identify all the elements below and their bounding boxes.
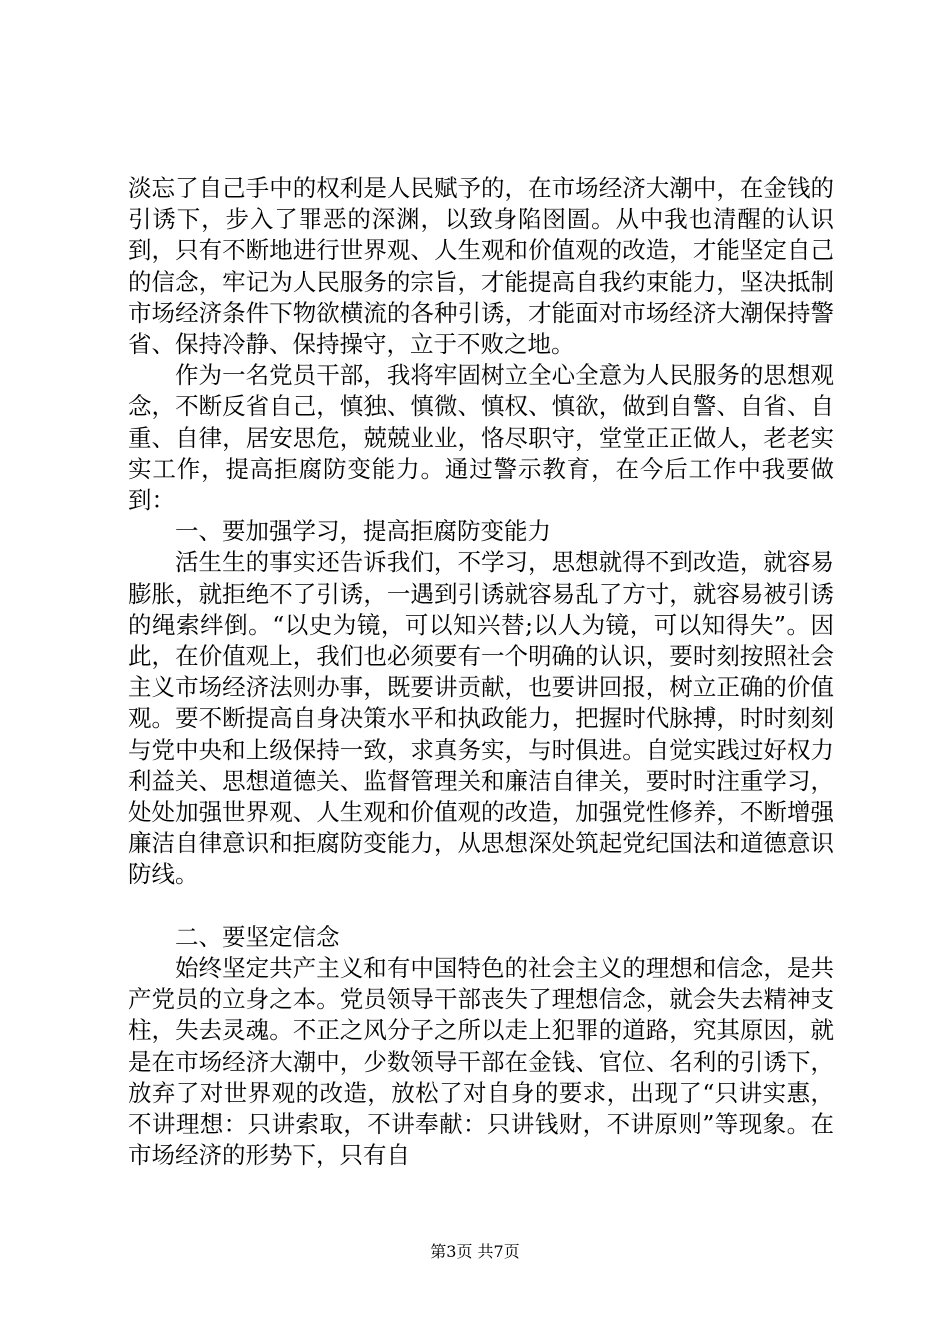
page-number-label: 第3页 共7页	[430, 1242, 520, 1261]
section-heading-2: 二、要坚定信念	[175, 922, 340, 951]
paragraph-gap	[128, 891, 834, 922]
paragraph-1: 淡忘了自己手中的权利是人民赋予的，在市场经济大潮中，在金钱的引诱下，步入了罪恶的深渊，以致身陷囹圄。从中我也清醒的认识到，只有不断地进行世界观、人生观和价值观的改造，才能坚定自己的信念，牢记为人民服务的宗旨，才能提高自我约束能力，坚决抵制市场经济条件下物欲横流的各种引诱，才能面对市场经济大潮保持警省、保持冷静、保持操守，立于不败之地。	[128, 174, 834, 359]
paragraph-2: 作为一名党员干部，我将牢固树立全心全意为人民服务的思想观念，不断反省自己，慎独、慎微、慎权、慎欲，做到自警、自省、自重、自律，居安思危，兢兢业业，恪尽职守，堂堂正正做人，老老实实工作，提高拒腐防变能力。通过警示教育，在今后工作中我要做到：	[128, 361, 834, 515]
page-footer	[0, 1242, 950, 1262]
paragraph-4: 始终坚定共产主义和有中国特色的社会主义的理想和信念，是共产党员的立身之本。党员领导干部丧失了理想信念，就会失去精神支柱，失去灵魂。不正之风分子之所以走上犯罪的道路，究其原因，就是在市场经济大潮中，少数领导干部在金钱、官位、名利的引诱下，放弃了对世界观的改造，放松了对自身的要求，出现了“只讲实惠，不讲理想：只讲索取，不讲奉献：只讲钱财，不讲原则”等现象。在市场经济的形势下，只有自	[128, 954, 834, 1170]
paragraph-3: 活生生的事实还告诉我们，不学习，思想就得不到改造，就容易膨胀，就拒绝不了引诱，一遇到引诱就容易乱了方寸，就容易被引诱的绳索绊倒。“以史为镜，可以知兴替;以人为镜，可以知得失”。因此，在价值观上，我们也必须要有一个明确的认识，要时刻按照社会主义市场经济法则办事，既要讲贡献，也要讲回报，树立正确的价值观。要不断提高自身决策水平和执政能力，把握时代脉搏，时时刻刻与党中央和上级保持一致，求真务实，与时俱进。自觉实践过好权力利益关、思想道德关、监督管理关和廉洁自律关，要时时注重学习，处处加强世界观、人生观和价值观的改造，加强党性修养，不断增强廉洁自律意识和拒腐防变能力，从思想深处筑起党纪国法和道德意识防线。	[128, 548, 834, 889]
document-body	[128, 173, 834, 1171]
section-heading-1: 一、要加强学习，提高拒腐防变能力	[175, 517, 551, 546]
